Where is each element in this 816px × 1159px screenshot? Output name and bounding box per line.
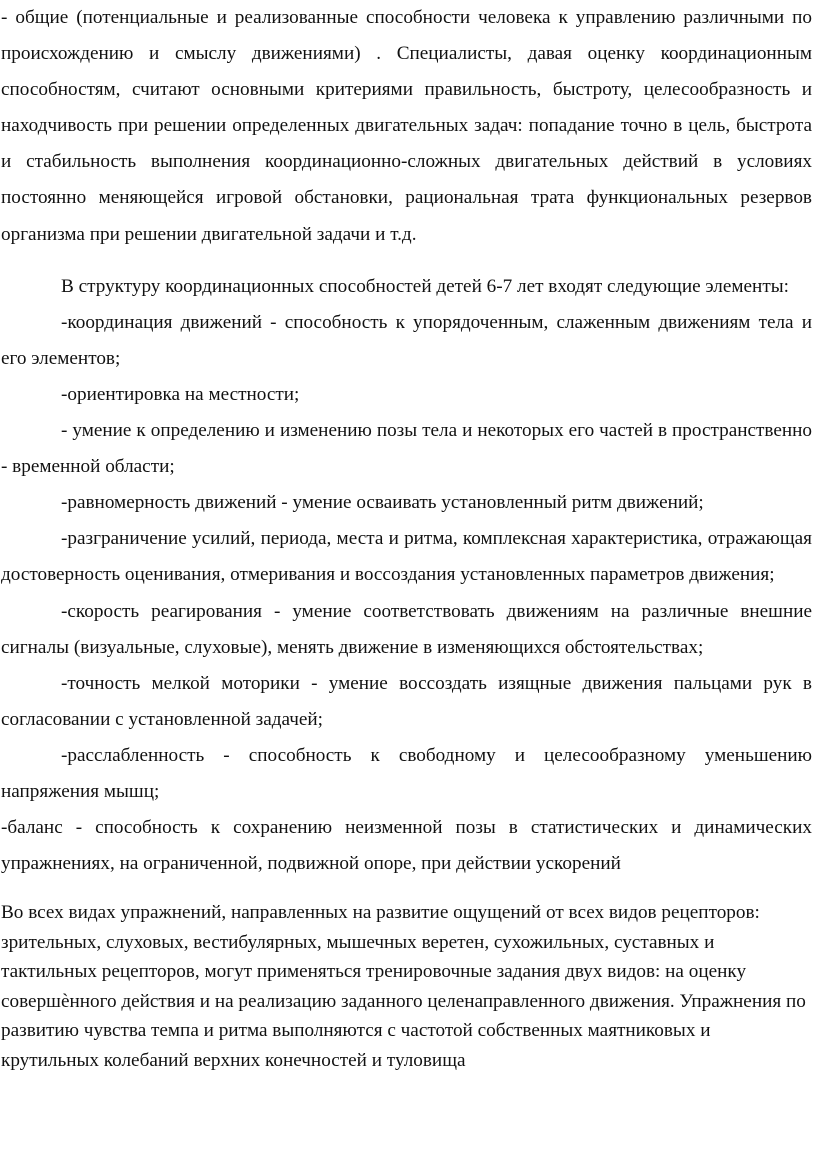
- list-item-relaxation: -расслабленность - способность к свободному и целесообразному уменьшению напряжения мышц;: [1, 744, 812, 802]
- main-text-block: [1, 0, 812, 882]
- list-item-reaction-speed: -скорость реагирования - умение соответствовать движениям на различные внешние сигналы (визуальные, слуховые), менять движение в изменяющихся обстоятельствах;: [1, 600, 812, 658]
- list-item-differentiation: -разграничение усилий, периода, места и ритма, комплексная характеристика, отражающая достоверность оценивания, отмеривания и воссоздания установленных параметров движения;: [1, 528, 812, 586]
- paragraph-exercises: Во всех видах упражнений, направленных на развитие ощущений от всех видов рецепторов: зрительных, слуховых, вестибулярных, мышечных веретен, сухожильных, суставных и тактильных рецепторов, могут применяться тренировочные задания двух видов: на оценку совершѐнного действия и на реализацию заданного целенаправленного движения. Упражнения по развитию чувства темпа и ритма выполняются с частотой собственных маятниковых и крутильных колебаний верхних конечностей и туловища: [1, 902, 806, 1071]
- list-item-uniformity: -равномерность движений - умение осваивать установленный ритм движений;: [61, 492, 704, 514]
- tail-text-block: [1, 898, 812, 1075]
- list-item-posture: - умение к определению и изменению позы тела и некоторых его частей в пространственно - временной области;: [1, 420, 812, 478]
- list-item-fine-motor: -точность мелкой моторики - умение воссоздать изящные движения пальцами рук в согласовании с установленной задачей;: [1, 672, 812, 730]
- list-item-orientation: -ориентировка на местности;: [61, 383, 300, 405]
- paragraph-structure-intro: В структуру координационных способностей детей 6-7 лет входят следующие элементы:: [61, 275, 789, 297]
- list-item-balance: -баланс - способность к сохранению неизменной позы в статистических и динамических упражнениях, на ограниченной, подвижной опоре, при действии ускорений: [1, 817, 812, 875]
- paragraph-coordination-criteria: - общие (потенциальные и реализованные способности человека к управлению различными по происхождению и смыслу движениями) . Специалисты, давая оценку координационным способностям, считают основными критериями правильность, быстроту, целесообразность и находчивость при решении определенных двигательных задач: попадание точно в цель, быстрота и стабильность выполнения координационно-сложных двигательных действий в условиях постоянно меняющейся игровой обстановки, рациональная трата функциональных резервов организма при решении двигательной задачи и т.д.: [1, 7, 812, 245]
- list-item-coordination: -координация движений - способность к упорядоченным, слаженным движениям тела и его элементов;: [1, 311, 812, 369]
